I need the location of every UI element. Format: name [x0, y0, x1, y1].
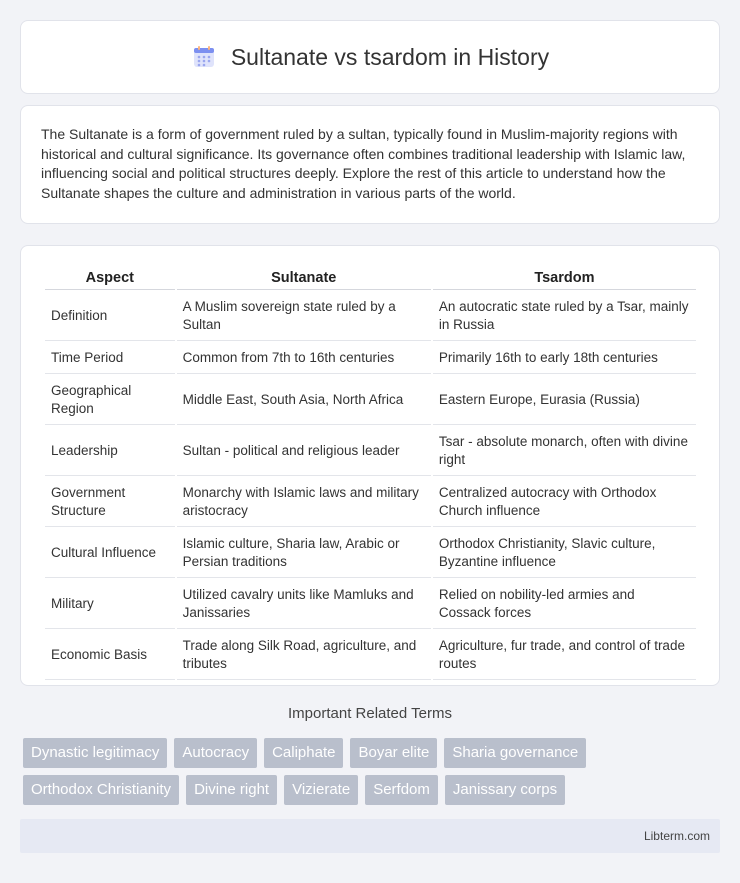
tag-divine-right[interactable]: Divine right: [186, 775, 277, 805]
tag-janissary-corps[interactable]: Janissary corps: [445, 775, 565, 805]
header-sultanate: Sultanate: [177, 268, 431, 290]
cell-tsardom: Relied on nobility-led armies and Cossack forces: [433, 580, 696, 629]
cell-tsardom: Eastern Europe, Eurasia (Russia): [433, 376, 696, 425]
cell-aspect: Leadership: [45, 427, 175, 476]
tag-autocracy[interactable]: Autocracy: [174, 738, 257, 768]
cell-sultanate: Middle East, South Asia, North Africa: [177, 376, 431, 425]
cell-tsardom: Primarily 16th to early 18th centuries: [433, 343, 696, 374]
cell-aspect: Military: [45, 580, 175, 629]
tag-boyar-elite[interactable]: Boyar elite: [350, 738, 437, 768]
cell-sultanate: Utilized cavalry units like Mamluks and Janissaries: [177, 580, 431, 629]
cell-aspect: Definition: [45, 292, 175, 341]
table-row: [45, 529, 696, 578]
cell-sultanate: A Muslim sovereign state ruled by a Sultan: [177, 292, 431, 341]
cell-aspect: Geographical Region: [45, 376, 175, 425]
tag-dynastic-legitimacy[interactable]: Dynastic legitimacy: [23, 738, 167, 768]
cell-sultanate: Trade along Silk Road, agriculture, and tributes: [177, 631, 431, 680]
cell-aspect: Government Structure: [45, 478, 175, 527]
cell-sultanate: Islamic culture, Sharia law, Arabic or Persian traditions: [177, 529, 431, 578]
table-row: [45, 580, 696, 629]
header-tsardom: Tsardom: [433, 268, 696, 290]
tag-row: [23, 738, 723, 768]
cell-tsardom: Tsar - absolute monarch, often with divine right: [433, 427, 696, 476]
related-terms-heading: Important Related Terms: [288, 705, 452, 722]
cell-aspect: Time Period: [45, 343, 175, 374]
related-terms-list: [23, 738, 723, 812]
title-card: [20, 20, 720, 94]
tag-row: [23, 775, 723, 805]
header-aspect: Aspect: [45, 268, 175, 290]
cell-sultanate: Monarchy with Islamic laws and military aristocracy: [177, 478, 431, 527]
tag-sharia-governance[interactable]: Sharia governance: [444, 738, 586, 768]
tag-vizierate[interactable]: Vizierate: [284, 775, 358, 805]
tag-caliphate[interactable]: Caliphate: [264, 738, 343, 768]
page-title: Sultanate vs tsardom in History: [230, 43, 550, 70]
cell-tsardom: Orthodox Christianity, Slavic culture, Byzantine influence: [433, 529, 696, 578]
calendar-icon: [191, 44, 217, 70]
cell-tsardom: Agriculture, fur trade, and control of trade routes: [433, 631, 696, 680]
cell-tsardom: Centralized autocracy with Orthodox Church influence: [433, 478, 696, 527]
comparison-card: [20, 245, 720, 686]
table-row: [45, 292, 696, 341]
tag-orthodox-christianity[interactable]: Orthodox Christianity: [23, 775, 179, 805]
cell-aspect: Cultural Influence: [45, 529, 175, 578]
table-row: [45, 343, 696, 374]
footer-site-link[interactable]: Libterm.com: [643, 829, 710, 843]
table-row: [45, 631, 696, 680]
cell-sultanate: Common from 7th to 16th centuries: [177, 343, 431, 374]
table-row: [45, 478, 696, 527]
footer: [20, 819, 720, 853]
intro-text: The Sultanate is a form of government ruled by a sultan, typically found in Muslim-majority regions with historical and cultural significance. Its governance often combines traditional leadership with Islamic law, influencing social and political structures deeply. Explore the rest of this article to understand how the Sultanate shapes the culture and administration in various parts of the world.: [41, 126, 686, 201]
comparison-table: [43, 266, 698, 682]
table-header-row: [45, 268, 696, 290]
cell-aspect: Economic Basis: [45, 631, 175, 680]
table-row: [45, 427, 696, 476]
cell-sultanate: Sultan - political and religious leader: [177, 427, 431, 476]
table-row: [45, 376, 696, 425]
tag-serfdom[interactable]: Serfdom: [365, 775, 438, 805]
intro-card: [20, 105, 720, 224]
cell-tsardom: An autocratic state ruled by a Tsar, mainly in Russia: [433, 292, 696, 341]
